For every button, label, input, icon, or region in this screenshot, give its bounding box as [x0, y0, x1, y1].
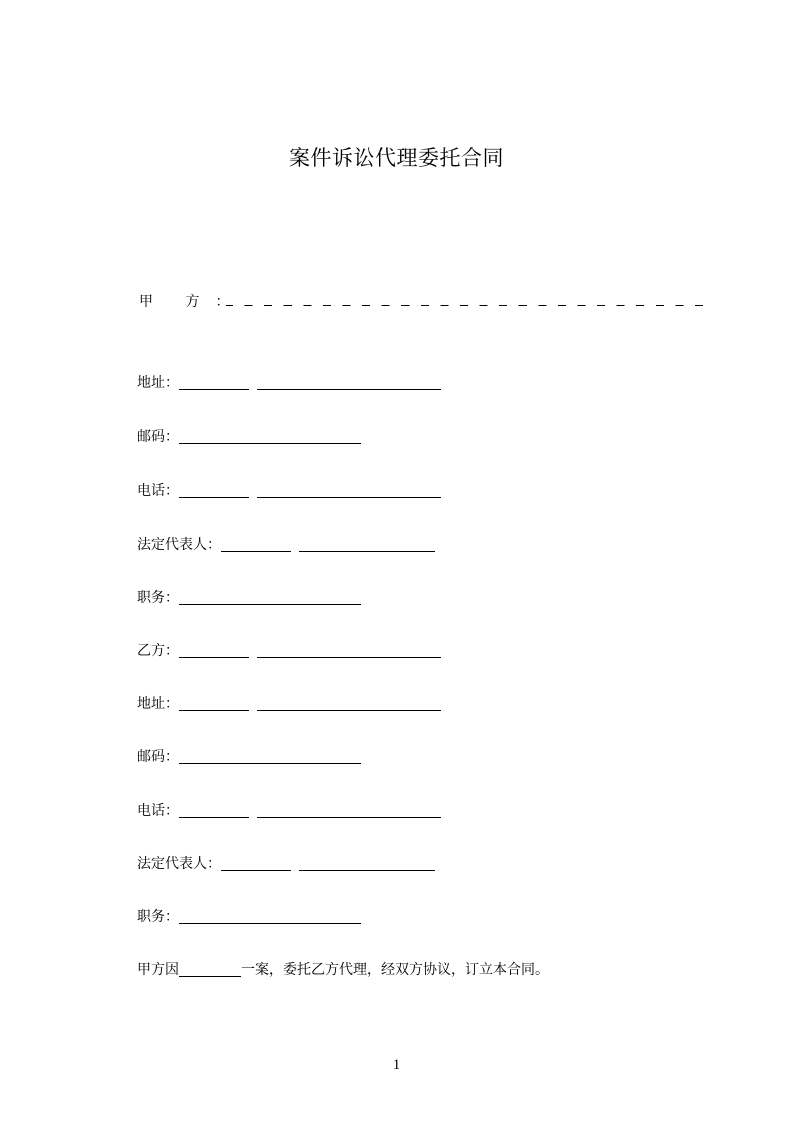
position-blank[interactable] [179, 590, 361, 605]
field-label: 地址： [137, 375, 179, 391]
address-blank-long[interactable] [257, 696, 441, 711]
contract-preamble [137, 959, 549, 979]
legal-rep-blank-short[interactable] [221, 856, 291, 871]
party-b-position-row [137, 906, 361, 926]
postcode-blank[interactable] [179, 429, 361, 444]
field-label: 电话： [137, 483, 179, 499]
legal-rep-blank-short[interactable] [221, 537, 291, 552]
party-b-phone-row [137, 800, 441, 820]
phone-blank-long[interactable] [257, 483, 441, 498]
party-b-blank-short[interactable] [179, 643, 249, 658]
field-label: 邮码： [137, 749, 179, 765]
party-b-legal-rep-row [137, 853, 435, 873]
party-b-row [137, 640, 441, 660]
party-a-colon: ： [215, 294, 230, 310]
party-a-label: 甲 方 [139, 294, 214, 310]
field-label: 职务： [137, 590, 179, 606]
field-label: 邮码： [137, 429, 179, 445]
field-label: 乙方： [137, 643, 179, 659]
party-b-address-row [137, 693, 441, 713]
address-blank-short[interactable] [179, 696, 249, 711]
field-label: 职务： [137, 909, 179, 925]
legal-rep-blank-long[interactable] [299, 856, 435, 871]
preamble-prefix: 甲方因 [137, 962, 179, 978]
phone-blank-short[interactable] [179, 483, 249, 498]
phone-blank-short[interactable] [179, 803, 249, 818]
party-b-postcode-row [137, 746, 361, 766]
party-a-position-row [137, 587, 361, 607]
document-title: 案件诉讼代理委托合同 [289, 146, 504, 170]
address-blank-short[interactable] [179, 375, 249, 390]
field-label: 法定代表人： [137, 856, 221, 872]
field-label: 法定代表人： [137, 537, 221, 553]
case-name-blank[interactable] [179, 962, 241, 977]
party-a-heading [139, 291, 229, 311]
preamble-suffix: 一案，委托乙方代理，经双方协议，订立本合同。 [241, 962, 549, 978]
party-a-phone-row [137, 480, 441, 500]
field-label: 电话： [137, 803, 179, 819]
party-a-fill-line[interactable] [226, 305, 704, 306]
party-b-blank-long[interactable] [257, 643, 441, 658]
party-a-address-row [137, 372, 441, 392]
party-a-legal-rep-row [137, 534, 435, 554]
phone-blank-long[interactable] [257, 803, 441, 818]
party-a-postcode-row [137, 426, 361, 446]
page-number: 1 [392, 1057, 401, 1073]
postcode-blank[interactable] [179, 749, 361, 764]
field-label: 地址： [137, 696, 179, 712]
position-blank[interactable] [179, 909, 361, 924]
legal-rep-blank-long[interactable] [299, 537, 435, 552]
address-blank-long[interactable] [257, 375, 441, 390]
